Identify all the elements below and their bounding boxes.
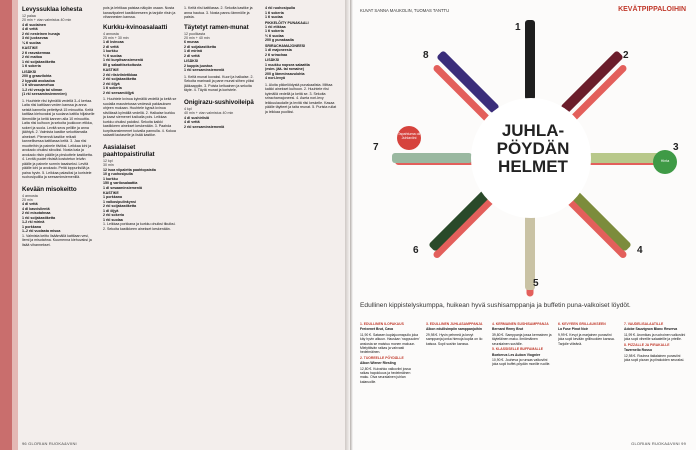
ingredient: 3 rkl juoksevaa: [22, 36, 48, 41]
ingredient: 1 nuukku nopsea salaattia: [265, 62, 310, 67]
decorative-stripe: [0, 0, 12, 450]
wine-bottle: [525, 20, 535, 100]
ingredient: 1 rkl seesaminsiemeniä: [184, 68, 225, 73]
ingredient: 2 rkl misotahnaa: [22, 211, 51, 216]
ingredient: 2 kypsää avokadoa: [22, 78, 55, 83]
ingredient: 4 rkl ruohosipulia: [265, 6, 295, 10]
recipe-method: 1. Aloita pikkelöidystä punakaalista. Mittaa kaikki ainekset kulhoon. 2. Huuhtele riisi kylmällä vedellä ja keitä se. 3. Sekoita srirachamajoneesi. 4. Aseta nori-levy leikkuulaudalle ja levitä riisi keskelle. Kasaa päälle täytteet ja taita reunat. 5. Purista rullat ja leikkaa puoliksi.: [265, 82, 337, 114]
recipe-method: 1. Huuhtele kvinoa kylmällä vedellä ja keitä se suolalla maustetussa vedessä pakkauksen ohjeen mukaan. Huuhtele kypsä kvinoa siivilässä kylmällä vedellä. 2. Halkaise kurkku ja kaavi siemenet lusikalla pois. Leikkaa kurkku ohuiksi paloiksi. Sekoita kaikki kastikkeen ainekset keskenään. 3. Paahda kurpitsansiemenet kuivalla pannulla. 4. Kokoa salaatti lautaselle ja lisää kastike.: [103, 97, 177, 138]
ingredient: 1-2 rkl mirinä: [22, 220, 45, 225]
ingredient: 1 kurkku: [103, 49, 118, 54]
ingredient: 1 kurkku: [103, 176, 118, 181]
recipe-title: Onigirazu-sushivoileipä: [184, 98, 254, 106]
wine-heading: 5. KLASSISELLE BUFFAMALLE: [492, 347, 544, 352]
ingredient: 2 rkl sokeria: [103, 213, 124, 218]
ingredient: 1 dl mirinä: [184, 49, 202, 54]
section-label: LISÄKSI: [265, 58, 280, 63]
section-label: KASTIKE: [103, 68, 119, 73]
recipe-method: 1. Valmista keitto lisäämällä kattilaan vesi, liemi ja misotahna. Kuumenna kiehuvaksi ja lisää vihannekset.: [22, 233, 92, 247]
recipe-time: 25 min + 30 min: [103, 35, 129, 40]
ingredient: ½ tl suolaa: [103, 53, 122, 58]
ingredient: (esim. jää- tai romaine): [265, 67, 304, 72]
wine-heading: 8. PIZZALLE JA PIRAKALLE: [624, 342, 670, 347]
recipe-time: 20 min: [22, 198, 33, 203]
ingredient: 1 rkl etikkaa: [265, 24, 286, 29]
wine-column-4: [558, 322, 618, 440]
wine-description: 11,90 €. Satasen kuplajuomapullo joka käy hyvin alkuun. Hauskan 'nappuuden' ansiosta se maistuu monen makuun. Mielyttävän raikas ja vahvasti hedelmäinen.: [360, 332, 420, 355]
recipe-yield: 12 puolikasta: [184, 31, 206, 36]
recipe-method: 1. Leikkaa porkkana ja kurkku ohuiksi tikuiksi. 2. Sekoita kastikkeen ainekset keskenään.: [103, 222, 176, 231]
wine-column-5: [624, 322, 686, 440]
ingredient: 2 rkl soijakastiketta: [103, 77, 137, 82]
recipe-column-3: [184, 6, 258, 446]
lead-paragraph: Edullinen kippistelyskumppa, huikean hyvä sushisamppanja ja buffetin puna-valkoiset löydöt.: [360, 302, 631, 309]
recipe-method: 1. Keitä munat kovaksi. Kuori ja halkaise. 2. Sekoita marinadi ja pane munat siihen yöksi jääkaappiin. 3. Poista keltuainen ja sekoita täyte. 4. Täytä munat ja koristele.: [184, 74, 255, 93]
recipe-yield: 4 annosta: [22, 193, 38, 198]
ingredient: 2 dl vettä: [184, 53, 200, 58]
section-label: LISÄKSI: [22, 69, 37, 74]
ingredient: 1 tl suolaa: [265, 15, 283, 19]
wine-column-1: [360, 322, 420, 440]
ingredient: 1 tl sitruunamehua: [22, 83, 54, 88]
section-label: KASTIKE: [22, 46, 38, 51]
wine-name: Boekerus Les Aubon Viognier: [492, 352, 541, 357]
decorative-stripe: [12, 0, 18, 450]
ingredient: 12 isoa viipaletta paahtopaistia: [103, 167, 156, 172]
wine-heading: 7. VAUDELISALAATILLE: [624, 322, 664, 326]
recipe-title: Aasialaiset paahtopaistirullat: [103, 143, 155, 158]
ingredient: 1 rkl soijakastiketta: [22, 59, 56, 64]
wine-description: 12,80 €. Kuivahko valkoviini jossa raikas hapokkuus ja hedelmäinen maku. Oiva seuralainen juhlan kalaruoille.: [360, 366, 411, 384]
ingredient: 4 dl kasvislientä: [22, 206, 50, 211]
section-label: PIKKELÖITY PUNAKAALI: [265, 20, 309, 25]
wine-description: 9,99 €. Kevyt ja marjainen punaviini joka sopii kevään grilliruokien kanssa. Tarjoile viileänä.: [558, 332, 615, 346]
ingredient: ½ tl suolaa: [265, 33, 284, 38]
ingredient: 200 g punakaalia: [265, 38, 294, 43]
wine-heading: 2. TUOREELLE PÖYDÄLLE: [360, 355, 404, 360]
ingredient: 1 porkkana: [103, 195, 122, 200]
ingredient: 4 dl vettä: [184, 120, 200, 125]
wine-name: Alkon edullisimpiin samppanjoihin: [426, 327, 482, 332]
recipe-title: Levyssuklaa lohesta: [22, 6, 83, 13]
ingredient: 2 rkl maitoa: [22, 55, 42, 60]
recipe-method: 1. Huuhtele riisi kylmällä vedellä 3–4 kertaa. Laita riisi kattilaan veden kanssa ja anna seistä kannella peitettynä 15 minuuttia. Keitä kattilaa kiehuvaksi ja suolana kattila hiljaiselle lämmölle ja keitä kannen alla 10 minuuttia. Laita riisi kulhoon ja sekoita joukkoon etikka, sokeri ja suola. Levitä seos pellille ja anna jäähtyä. 2. Valmista kastike sekoittamalla ainekset. Pienennä kastike reilusti kannellisessa kattilassa keitä. 3. Jaa riisi muotteihin ja painele tiiviiksi. Leikkaa lohi ja avokado ohuiksi siivuiksi. Nosta kala ja avokado riisin päälle ja pirskottele kastiketta. 4. Levitä puolet riisistä kostutetun leivän päälle ja painele sormin tasaiseksi. Levitä päälle lohi ja avokado. Peitä loppuriisillä ja paina hyvin. 5. Leikkaa palasiksi ja koristele ruohosipulilla ja seesaminsiemenillä.: [22, 98, 95, 180]
ingredient: (1 rkl seesaminsiemenien): [22, 92, 67, 97]
ingredient: 150 g vartiosalaattia: [103, 181, 138, 186]
ingredient: 200 g graavilohta: [22, 74, 52, 79]
bottle-number: 4: [637, 245, 643, 256]
section-label: KASTIKE: [103, 191, 119, 196]
ingredient: 2 rkl soijakastiketta: [103, 204, 137, 209]
wine-name: Bernard Remy Brut: [492, 327, 524, 332]
recipe-yield: 12 kpl: [103, 158, 113, 163]
recipe-time: 30 min: [103, 163, 114, 168]
wine-bottle: [568, 188, 632, 252]
wine-name: La Fuse Pinot Noir: [558, 327, 588, 332]
section-label: LISÄKSI: [184, 59, 199, 64]
ingredient: 2 rkl öljyä: [103, 81, 120, 86]
bottle-number: 3: [673, 142, 679, 153]
ingredient: 4 dl vettä: [22, 27, 38, 32]
wine-description: 29,98 €. Hyvin pehmeä ja kevyt samppanja jonka hienoja kuplia on ilo katsoa. Sopii sushin kanssa.: [426, 332, 483, 346]
feature-title: JUHLA-PÖYDÄN HELMET: [496, 121, 570, 176]
recipe-time: 20 min + vian valmistus 40 min: [22, 18, 72, 23]
ingredient: 1–2 rkl vuolasta misoa: [22, 229, 61, 234]
recipe-method: 1. Keitä riisi kattilassa. 2. Sekoita kastike ja anna hautua. 3. Nosta pannu lämmölle ja paista.: [184, 6, 253, 19]
wine-heading: 1. EDULLINEN ILOPAKAUS: [360, 322, 404, 326]
ingredient: 1 tl sokeria: [22, 64, 41, 69]
photo-byline: KUVAT SANNA MAUKOLIN, TUOMAS TANTTU: [360, 8, 450, 13]
ingredient: 1 dl majoneesia: [265, 48, 292, 53]
recipe-yield: 4 kpl: [184, 106, 192, 111]
ingredient: 2 rkl nesteinen hunaja: [22, 31, 60, 36]
ingredient: 2 tl rasvakermaa: [22, 50, 51, 55]
ingredient: 1 tl sokeria: [265, 10, 284, 15]
recipe-title: Kurkku-kvinoasalaatti: [103, 23, 168, 31]
recipe-method: pois ja lehtikaa paistaa näkyän osaan. Nosta kanaviipaleet kastikkeeseen ja tarjoile riisin ja vihannesten kanssa.: [103, 6, 176, 19]
wine-description: 11,99 €. Aromikas ja ruohoinen valkoviini joka sopii vihreille salaateille ja yrteille.: [624, 332, 686, 342]
bottle-number: 5: [533, 278, 539, 289]
wine-name: Tavernello Rosso: [624, 348, 653, 353]
recipe-title: Kevään misokeitto: [22, 185, 77, 193]
bottle-number: 7: [373, 142, 379, 153]
section-tag: KEVÄTPIPPALOIHIN: [618, 6, 686, 13]
wine-heading: 6. KEVYEEN GRILLAUKSEEN: [558, 322, 606, 326]
ingredient: 1 rkl soijakastiketta: [22, 215, 56, 220]
wine-name: Freixenet Brut, Cava: [360, 327, 393, 332]
section-label: SRIRACHAMAJONEESI: [265, 43, 306, 48]
wine-name: Alkon Wiener Riesling: [360, 361, 396, 366]
ingredient: 1 rkl suolaa: [103, 217, 123, 222]
ingredient: 1 valkosipulinkynsi: [103, 199, 136, 204]
wine-name: Adobe Sauvignon Blanc Reserva: [624, 327, 678, 332]
ingredient: 4 dl vettä: [22, 202, 38, 207]
ingredient: 1-2 rkl vesoja tai siiman: [22, 87, 63, 92]
recipe-column-2: [103, 6, 177, 446]
award-badge: Tapahtuma oli Juhlaviini: [397, 126, 421, 150]
ingredient: 2 dl soijakastiketta: [184, 44, 216, 49]
wine-description: 10,90 €. Jouheva ja runsas valkoviini joka sopii buffet-pöydän monille ruoille.: [492, 358, 551, 367]
bottle-number: 1: [515, 22, 521, 33]
ingredient: 1 dl kvinoaa: [103, 40, 124, 45]
ingredient: 80 g salaattisekoitusta: [103, 62, 142, 67]
wine-column-3: [492, 322, 552, 440]
gutter-shadow: [350, 0, 353, 450]
recipe-time: 20 min + 40 min: [184, 35, 210, 40]
recipe-column-4: [265, 6, 339, 446]
bottle-number: 8: [423, 50, 429, 61]
ingredient: 1 porkkana: [22, 224, 41, 229]
price-badge: Hinta: [653, 150, 677, 174]
wine-bottle: [428, 188, 492, 252]
recipe-yield: 12 palaa: [22, 14, 36, 18]
ingredient: 2 rkl seesaminsiemeniä: [184, 124, 225, 129]
wine-bottle: [392, 153, 472, 163]
ingredient: 4 dl suolainen: [22, 22, 46, 27]
ingredient: 1 dl sesaaminsiemeniä: [103, 185, 142, 190]
ingredient: 1 tl sokeria: [265, 29, 284, 34]
right-page: [350, 0, 696, 450]
ingredient: 200 g lämminsavulohta: [265, 71, 305, 76]
wine-description: 12,98 €. Rouhea italialainen punaviini joka sopii pizzan ja piirakoiden seuraksi.: [624, 353, 685, 363]
bottle-number: 6: [413, 245, 419, 256]
ingredient: 2 kuppia juustoa: [184, 63, 213, 68]
ingredient: 6 munaa: [184, 40, 199, 45]
ingredient: 2 tl srirachaa: [265, 52, 288, 57]
ingredient: 1 dl öljyä: [103, 208, 119, 213]
wine-column-2: [426, 322, 486, 440]
recipe-title: Täytetyt ramen-munat: [184, 23, 249, 31]
recipe-column-1: [22, 6, 96, 446]
page-folio: 96 GLORIAN RUOKA&VIINI: [22, 441, 77, 446]
ingredient: 4 dl sushiriisiä: [184, 115, 209, 120]
left-page: [0, 0, 345, 450]
bottle-number: 2: [623, 50, 629, 61]
ingredient: 4 nori-levyä: [265, 76, 285, 81]
wine-heading: 4. KERMAINEN SUSHISAMPPANJA: [492, 322, 549, 326]
ingredient: 1 tl sokeria: [103, 86, 122, 91]
wine-description: 39,80 €. Samppanja jossa kermainen ja täyteläinen maku. Ilmiömäinen seuralainen sushille.: [492, 332, 552, 346]
recipe-time: 40 min + vian valmistus 40 min: [184, 111, 234, 116]
ingredient: 2 rkl seesamiöljyä: [103, 90, 134, 95]
ingredient: 10 g ruohosipulia: [103, 172, 133, 177]
ingredient: 1 rkl kurpitsansiemeniä: [103, 58, 143, 63]
ingredient: ¼ tl suolaa: [22, 40, 41, 45]
wine-heading: 3. EDULLINEN JUHLASAMPPANJA: [426, 322, 483, 326]
ingredient: 2 dl vettä: [103, 44, 119, 49]
ingredient: 2 rkl riisiviinietikkaa: [103, 72, 138, 77]
recipe-yield: 4 annosta: [103, 31, 119, 36]
bottle-burst-illustration: [355, 22, 691, 305]
page-folio: GLORIAN RUOKA&VIINI 99: [631, 441, 686, 446]
